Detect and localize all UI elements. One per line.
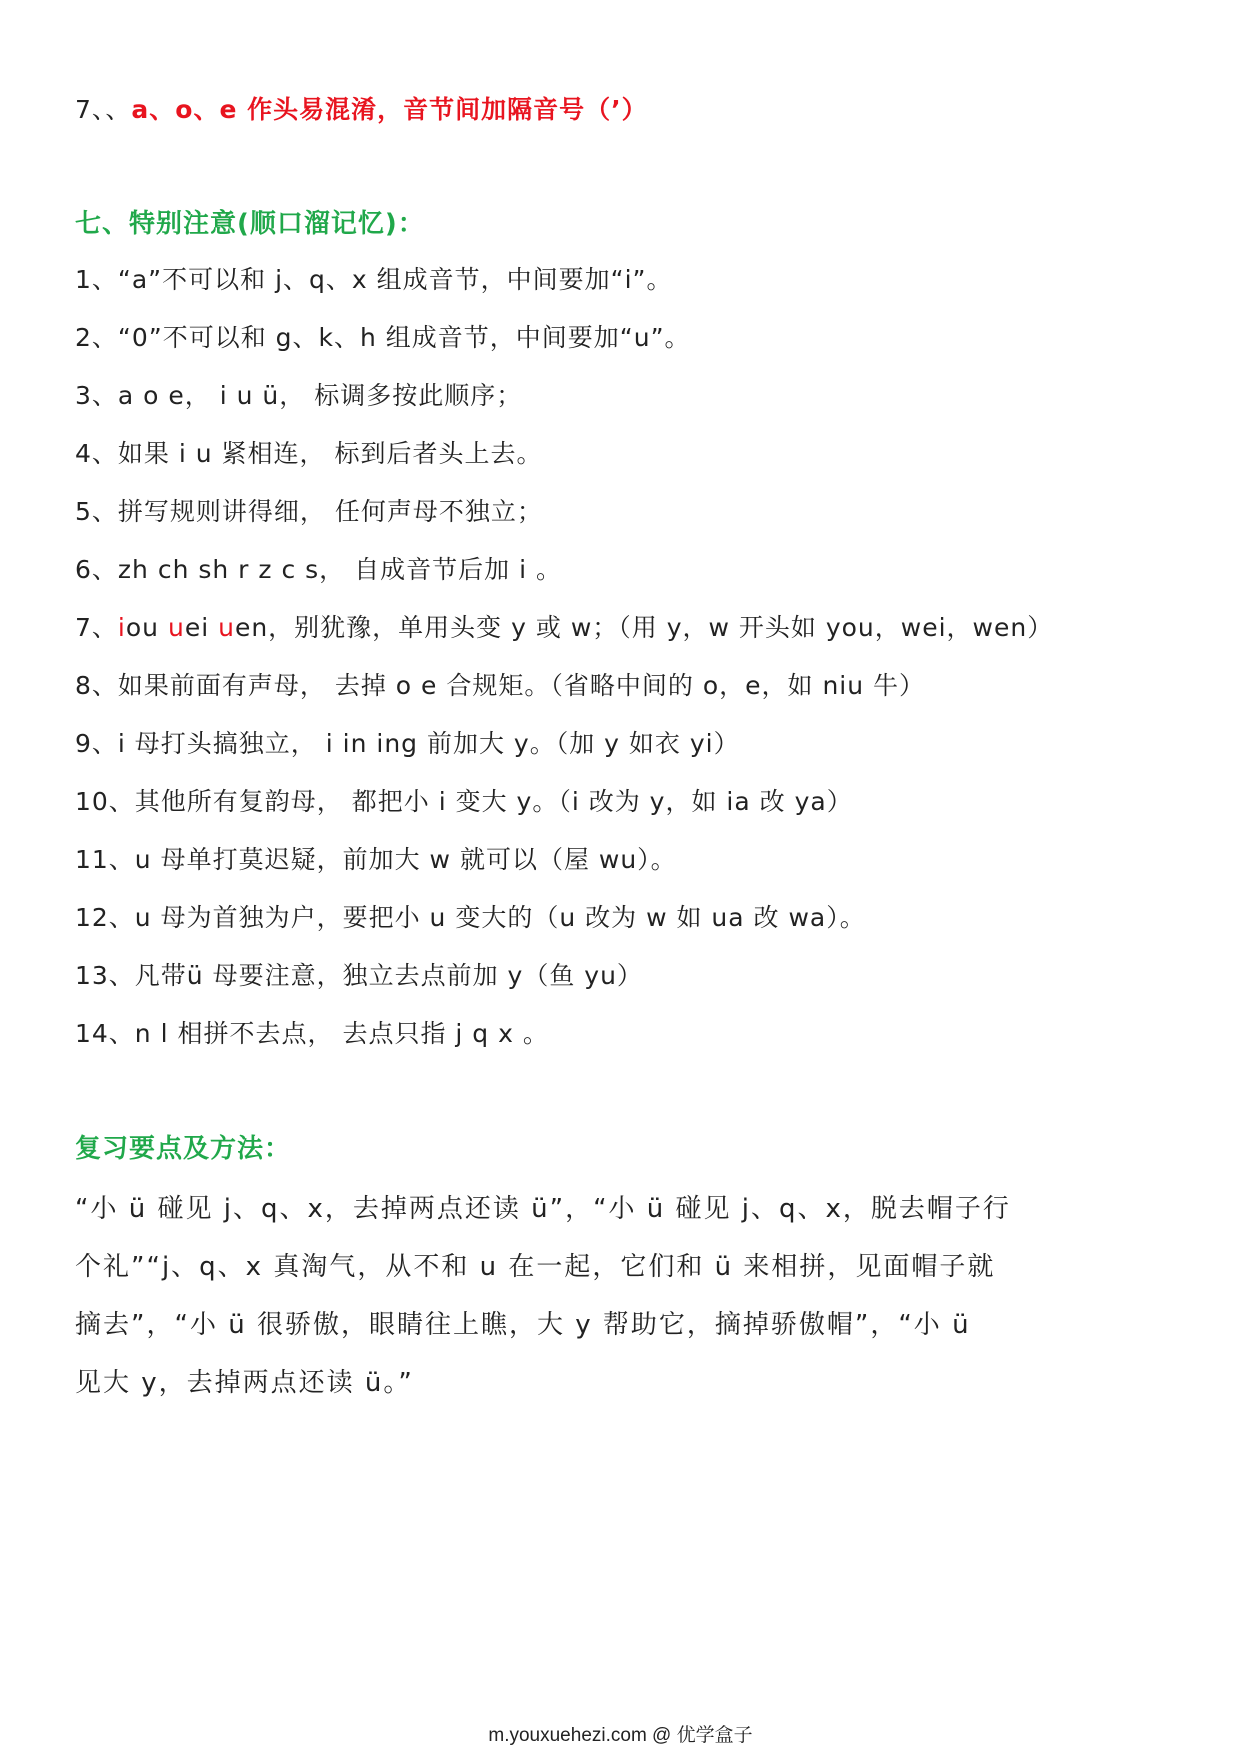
review-paragraph-line: 摘去”，“小 ü 很骄傲，眼睛往上瞧，大 y 帮助它，摘掉骄傲帽”，“小 ü <box>75 1310 971 1340</box>
list-item: 1、“a”不可以和 j、q、x 组成音节，中间要加“i”。 <box>75 265 673 294</box>
item-7-number: 7、 <box>75 613 118 642</box>
list-item: 3、a o e， i u ü， 标调多按此顺序； <box>75 381 523 410</box>
review-paragraph-line: “小 ü 碰见 j、q、x，去掉两点还读 ü”，“小 ü 碰见 j、q、x，脱去帽子行 <box>75 1194 1011 1224</box>
footer-watermark: m.youxuehezi.com @ 优学盒子 <box>488 1725 753 1746</box>
list-item: 8、如果前面有声母， 去掉 o e 合规矩。（省略中间的 o，e，如 niu 牛） <box>75 671 926 700</box>
highlight-u: u <box>218 613 235 642</box>
list-item: 5、拼写规则讲得细， 任何声母不独立； <box>75 497 543 526</box>
list-item: 9、i 母打头搞独立， i in ing 前加大 y。（加 y 如衣 yi） <box>75 729 740 758</box>
item-7-ei: ei <box>184 613 219 642</box>
list-item: 11、u 母单打莫迟疑，前加大 w 就可以（屋 wu）。 <box>75 845 677 874</box>
highlight-i: i <box>117 613 126 642</box>
list-item: 14、n l 相拼不去点， 去点只指 j q x 。 <box>75 1019 549 1048</box>
rule-7-line <box>75 90 648 126</box>
rule-7-number: 7、、 <box>75 95 132 124</box>
list-item: 6、zh ch sh r z c s， 自成音节后加 i 。 <box>75 555 562 584</box>
rule-7-text: a、o、e 作头易混淆，音节间加隔音号（’） <box>131 95 648 124</box>
review-paragraph-line: 见大 y，去掉两点还读 ü。” <box>75 1368 414 1398</box>
list-item: 12、u 母为首独为户，要把小 u 变大的（u 改为 w 如 ua 改 wa）。 <box>75 903 866 932</box>
list-item: 4、如果 i u 紧相连， 标到后者头上去。 <box>75 439 543 468</box>
list-item: 2、“0”不可以和 g、k、h 组成音节，中间要加“u”。 <box>75 323 691 352</box>
list-item-7 <box>75 608 1053 644</box>
section-7-heading: 七、特别注意(顺口溜记忆)： <box>75 209 425 239</box>
list-item: 10、其他所有复韵母， 都把小 i 变大 y。（i 改为 y，如 ia 改 ya） <box>75 787 853 816</box>
review-heading: 复习要点及方法： <box>75 1134 292 1164</box>
review-paragraph-line: 个礼”“j、q、x 真淘气，从不和 u 在一起，它们和 ü 来相拼，见面帽子就 <box>75 1252 996 1282</box>
list-item: 13、凡带ü 母要注意，独立去点前加 y（鱼 yu） <box>75 961 643 990</box>
highlight-u: u <box>167 613 185 642</box>
item-7-ou: ou <box>125 613 168 642</box>
item-7-rest: en，别犹豫，单用头变 y 或 w；（用 y，w 开头如 you，wei，wen） <box>234 613 1054 642</box>
